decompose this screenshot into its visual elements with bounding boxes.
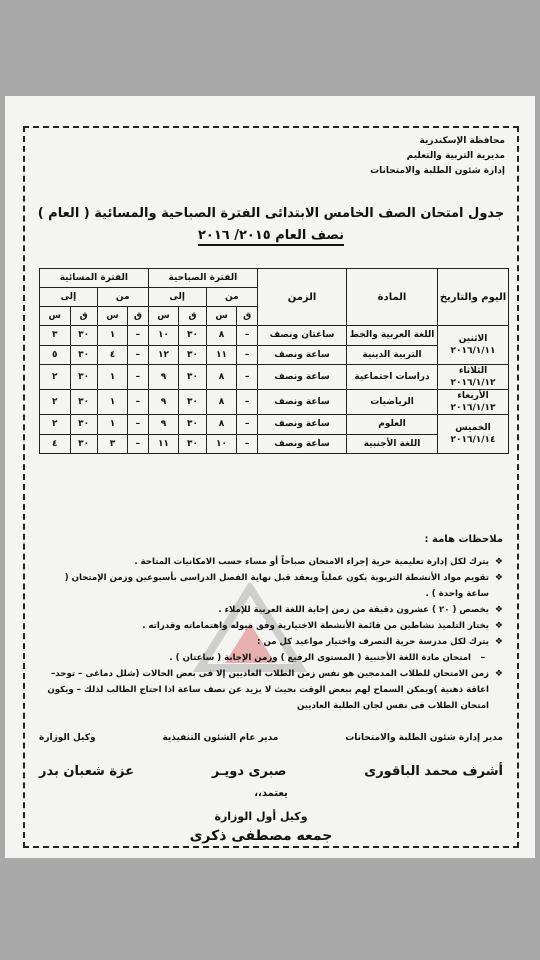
- note-text: تقويم مواد الأنشطة التربوية يكون عملياً ويعقد قبل نهاية الفصل الدراسى بأسبوعين وزمن الإمتحان ( ساعة واحدة ) .: [64, 573, 489, 599]
- note-text: يخصص ( ٢٠ ) عشرون دقيقة من زمن إجابة اللغة العربية للإملاء .: [218, 605, 489, 615]
- note-text: يترك لكل مدرسة حرية التصرف واختيار مواعيد كل من :: [257, 637, 489, 647]
- morning-to-header: إلى: [148, 288, 206, 307]
- time-cell: ١٠: [148, 326, 179, 346]
- note-text: امتحان مادة اللغة الأجنبية ( المستوى الرفيع ) وزمن الإجابة ( ساعتان ) .: [169, 653, 471, 663]
- day-name: الثلاثاء: [458, 366, 488, 376]
- note-item: [41, 666, 503, 714]
- time-cell: ٣: [40, 326, 71, 346]
- time-cell: –: [237, 415, 258, 435]
- time-cell: ٣٠: [70, 390, 97, 415]
- time-cell: ٣٠: [70, 415, 97, 435]
- note-item: [41, 570, 503, 602]
- time-cell: ١: [97, 390, 127, 415]
- time-cell: ٤: [40, 434, 71, 454]
- day-date: ٢٠١٦/١/١٤: [450, 435, 496, 445]
- time-cell: ٨: [206, 415, 237, 435]
- time-cell: ٩: [148, 365, 179, 390]
- day-name: الخميس: [455, 423, 491, 433]
- header-department: إدارة شئون الطلبة والامتحانات: [370, 166, 505, 176]
- s-header: س: [148, 307, 179, 326]
- approval-text: يعتمد،،: [254, 788, 288, 799]
- subject-cell: التربية الدينية: [347, 345, 438, 365]
- header-block: [370, 134, 505, 179]
- time-cell: ٤: [97, 345, 127, 365]
- time-cell: ١٢: [148, 345, 179, 365]
- time-cell: –: [237, 434, 258, 454]
- bullet-icon: ❖: [494, 557, 503, 567]
- time-cell: ٣٠: [179, 415, 206, 435]
- header-governorate: محافظة الإسكندرية: [419, 136, 505, 146]
- time-cell: ٣٠: [70, 326, 97, 346]
- time-cell: ١١: [206, 345, 237, 365]
- signature-name-3: عزة شعبان بدر: [39, 764, 134, 779]
- time-cell: ٩: [148, 415, 179, 435]
- signature-names: [39, 764, 503, 779]
- deputy-name: جمعه مصطفى ذكرى: [189, 828, 333, 844]
- s-header: س: [40, 307, 71, 326]
- day-cell: [438, 390, 509, 415]
- subject-cell: اللغة العربية والخط: [347, 326, 438, 346]
- time-cell: –: [237, 390, 258, 415]
- time-cell: ٣٠: [179, 434, 206, 454]
- signature-name-1: أشرف محمد الباقورى: [364, 764, 503, 779]
- note-text: زمن الامتحان للطلاب المدمجين هو نفس زمن الطلاب العاديين إلا فى بعض الحالات (شلل دماغى – توحد– اعاقة ذهنية )ويمكن السماح لهم ببعض الوقت بحيث لا يزيد عن نصف ساعة اذا احتاج الطالب لذلك – ويكون امتحان الطلاب فى نفس لجان الطلبة العاديين: [47, 669, 489, 711]
- subject-cell: العلوم: [347, 415, 438, 435]
- day-name: الاثنين: [458, 334, 488, 344]
- dash-icon: –: [480, 653, 485, 663]
- time-cell: ٣٠: [179, 390, 206, 415]
- day-date: ٢٠١٦/١/١١: [450, 346, 496, 356]
- dashed-frame: [23, 126, 519, 848]
- time-cell: –: [128, 345, 149, 365]
- signature-title-2: مدير عام الشئون التنفيذية: [162, 733, 279, 743]
- subject-cell: الرياضيات: [347, 390, 438, 415]
- time-cell: ٢: [40, 390, 71, 415]
- signature-titles: [39, 733, 503, 743]
- header-directorate: مديرية التربية والتعليم: [406, 151, 505, 161]
- day-date: ٢٠١٦/١/١٢: [450, 378, 496, 388]
- evening-from-header: من: [97, 288, 148, 307]
- time-cell: –: [237, 326, 258, 346]
- time-cell: ٣٠: [179, 365, 206, 390]
- time-cell: ٣٠: [179, 345, 206, 365]
- time-cell: ٣٠: [179, 326, 206, 346]
- time-cell: ١: [97, 365, 127, 390]
- duration-cell: ساعة ونصف: [258, 415, 347, 435]
- duration-cell: ساعتان ونصف: [258, 326, 347, 346]
- day-cell: [438, 365, 509, 390]
- note-text: يترك لكل إدارة تعليمية حرية إجراء الامتحان صباحاً أو مساء حسب الامكانيات المتاحة .: [134, 557, 489, 567]
- time-cell: –: [128, 434, 149, 454]
- table-row: [40, 390, 509, 415]
- time-cell: ١: [97, 415, 127, 435]
- s-header: س: [97, 307, 127, 326]
- duration-cell: ساعة ونصف: [258, 345, 347, 365]
- signature-title-3: وكيل الوزارة: [39, 733, 96, 743]
- time-cell: –: [128, 326, 149, 346]
- duration-cell: ساعة ونصف: [258, 434, 347, 454]
- table-row: [40, 415, 509, 435]
- time-cell: ١٠: [206, 434, 237, 454]
- morning-from-header: من: [206, 288, 257, 307]
- time-cell: ١: [97, 326, 127, 346]
- col-subject-header: المادة: [347, 269, 438, 326]
- day-cell: [438, 326, 509, 365]
- time-cell: ٨: [206, 390, 237, 415]
- time-cell: ٥: [40, 345, 71, 365]
- time-cell: ٨: [206, 326, 237, 346]
- time-cell: –: [128, 415, 149, 435]
- evening-period-header: الفترة المسائية: [40, 269, 149, 288]
- subject-cell: اللغة الأجنبية: [347, 434, 438, 454]
- note-item: [41, 618, 503, 634]
- q-header: ق: [70, 307, 97, 326]
- q-header: ق: [179, 307, 206, 326]
- duration-cell: ساعة ونصف: [258, 365, 347, 390]
- time-cell: ٩: [148, 390, 179, 415]
- bullet-icon: ❖: [494, 621, 503, 631]
- time-cell: ٢: [40, 415, 71, 435]
- note-item: [41, 554, 503, 570]
- time-cell: ٣٠: [70, 434, 97, 454]
- time-cell: ٨: [206, 365, 237, 390]
- col-day-header: اليوم والتاريخ: [438, 269, 509, 326]
- q-header: ق: [128, 307, 149, 326]
- note-text: يختار التلميذ نشاطين من قائمة الأنشطة الاختيارية وفق ميوله واهتماماته وقدراته .: [142, 621, 489, 631]
- duration-cell: ساعة ونصف: [258, 390, 347, 415]
- bullet-icon: ❖: [494, 573, 503, 583]
- time-cell: ٣: [97, 434, 127, 454]
- bullet-icon: ❖: [494, 637, 503, 647]
- document-page: [5, 96, 535, 858]
- time-cell: –: [128, 365, 149, 390]
- s-header: س: [206, 307, 237, 326]
- table-row: [40, 365, 509, 390]
- time-cell: –: [237, 365, 258, 390]
- bullet-icon: ❖: [494, 669, 503, 679]
- note-subitem: [41, 650, 503, 666]
- day-name: الأربعاء: [457, 391, 489, 401]
- note-item: [41, 634, 503, 650]
- notes-title: ملاحظات هامة :: [424, 534, 503, 545]
- morning-period-header: الفترة الصباحية: [148, 269, 257, 288]
- table-row: [40, 326, 509, 346]
- q-header: ق: [237, 307, 258, 326]
- day-cell: [438, 415, 509, 454]
- subject-cell: دراسات اجتماعية: [347, 365, 438, 390]
- document-subtitle: [25, 228, 517, 243]
- signature-title-1: مدير إدارة شئون الطلبة والامتحانات: [345, 733, 503, 743]
- document-title: جدول امتحان الصف الخامس الابتدائى الفترة الصباحية والمسائية ( العام ): [37, 206, 505, 221]
- time-cell: –: [237, 345, 258, 365]
- notes-list: [41, 554, 503, 714]
- time-cell: ٣٠: [70, 345, 97, 365]
- day-date: ٢٠١٦/١/١٣: [450, 403, 496, 413]
- signature-name-2: صبرى دويـر: [211, 764, 287, 779]
- time-cell: ٢: [40, 365, 71, 390]
- time-cell: ١١: [148, 434, 179, 454]
- evening-to-header: إلى: [40, 288, 98, 307]
- time-cell: –: [128, 390, 149, 415]
- bullet-icon: ❖: [494, 605, 503, 615]
- deputy-title: وكيل أول الوزارة: [214, 810, 308, 823]
- subtitle-text: نصف العام ٢٠١٥/ ٢٠١٦: [198, 228, 344, 246]
- note-item: [41, 602, 503, 618]
- col-time-header: الزمن: [258, 269, 347, 326]
- exam-schedule-table: [39, 268, 509, 454]
- time-cell: ٣٠: [70, 365, 97, 390]
